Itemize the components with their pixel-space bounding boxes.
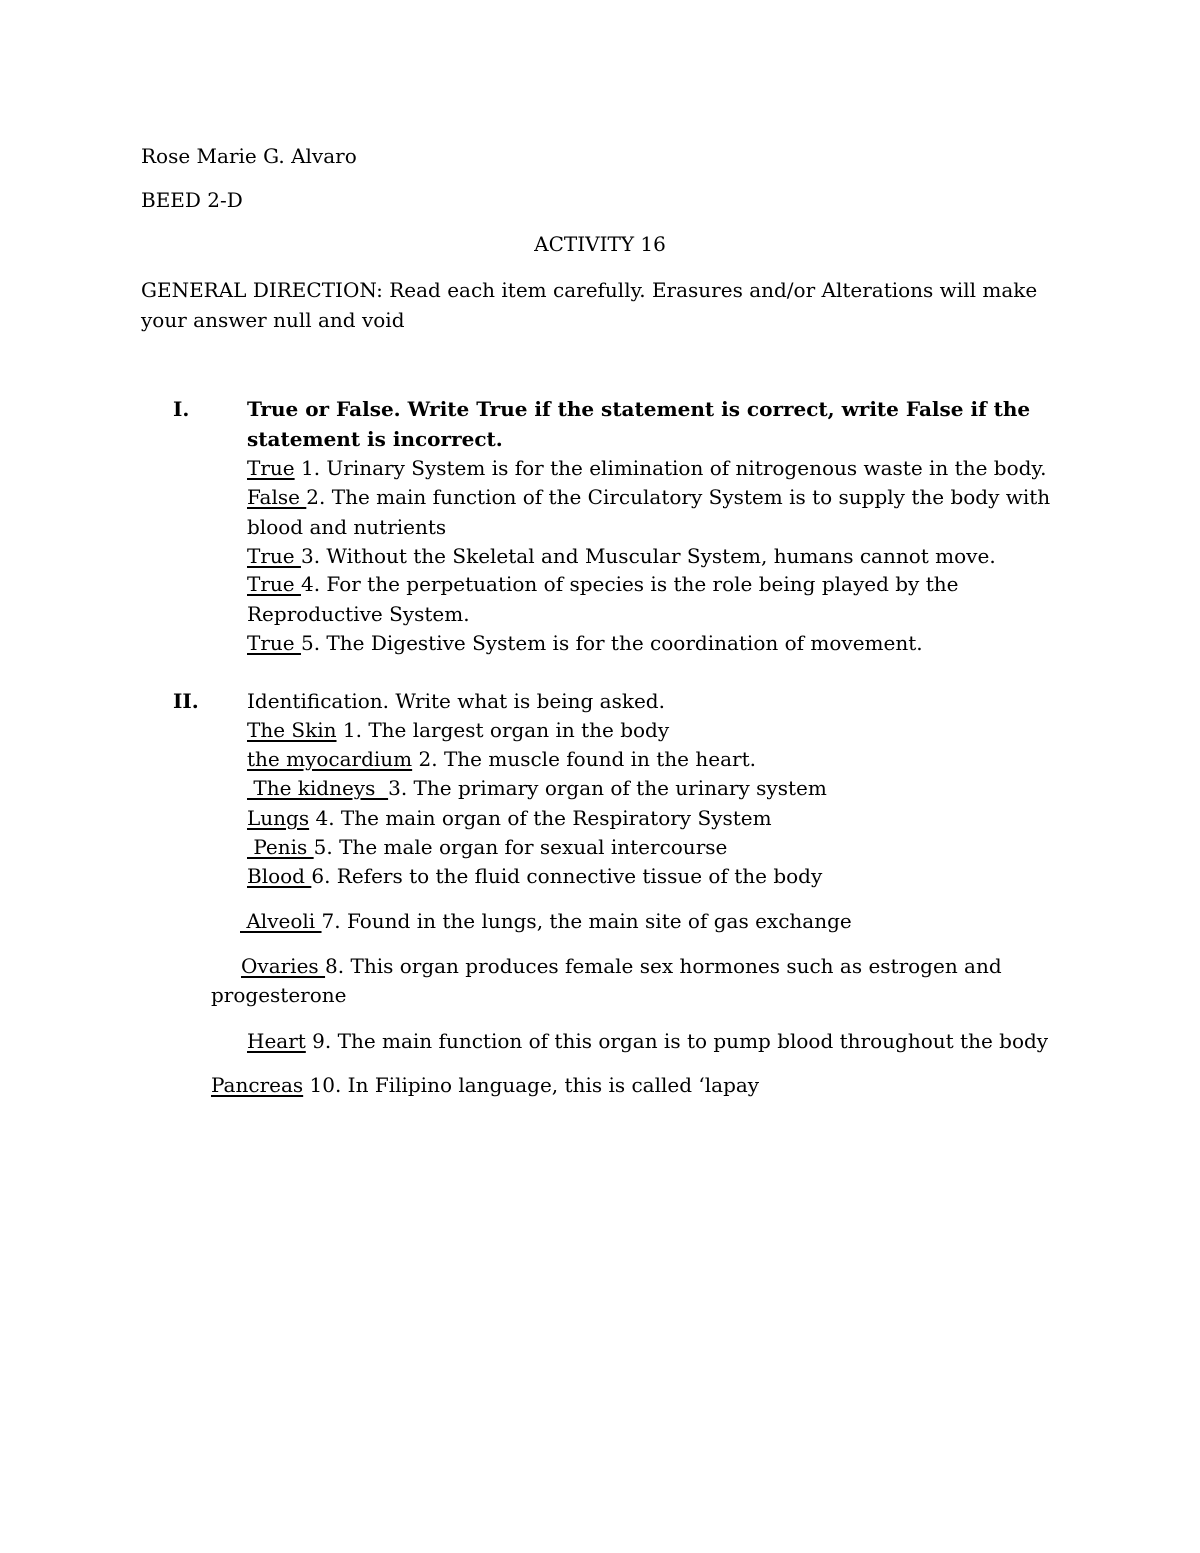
id-item-3 [247,774,827,804]
id-answer-1: The Skin [247,718,337,742]
general-direction: GENERAL DIRECTION: Read each item carefully. Erasures and/or Alterations will make your answer null and void [141,278,1038,332]
tf-text-5: 5. The Digestive System is for the coordination of movement. [300,631,923,655]
tf-answer-1: True [247,456,295,480]
tf-text-2: 2. The main function of the Circulatory System is to supply the body with blood and nutrients [247,485,1051,539]
tf-item-1 [247,454,1046,484]
id-text-5: 5. The male organ for sexual intercourse [313,835,728,859]
id-text-1: 1. The largest organ in the body [336,718,670,742]
id-answer-3: The kidneys [247,776,389,800]
tf-text-3: 3. Without the Skeletal and Muscular System, humans cannot move. [300,544,996,568]
tf-text-1: 1. Urinary System is for the elimination of nitrogenous waste in the body. [294,456,1047,480]
id-item-1 [247,716,669,746]
id-text-2: 2. The muscle found in the heart. [412,747,756,771]
id-text-3: 3. The primary organ of the urinary system [388,776,827,800]
id-text-6: 6. Refers to the fluid connective tissue of the body [311,864,823,888]
id-item-6 [247,862,822,892]
id-item-8-continuation: progesterone [211,983,347,1007]
section-label: BEED 2-D [141,188,243,212]
activity-title: ACTIVITY 16 [534,232,666,256]
id-text-4: 4. The main organ of the Respiratory System [309,806,772,830]
id-item-8 [241,952,1002,982]
id-answer-5: Penis [247,835,314,859]
section1-instruction: True or False. Write True if the statement is correct, write False if the statement is incorrect. [247,397,1031,451]
section2-instruction: Identification. Write what is being asked. [247,689,665,713]
id-answer-7: Alveoli [240,909,322,933]
tf-answer-5: True [247,631,301,655]
id-item-2 [247,745,756,775]
tf-item-2 [247,483,1077,542]
id-item-5 [247,833,727,863]
tf-item-5 [247,629,923,659]
student-name: Rose Marie G. Alvaro [141,144,357,168]
tf-answer-2: False [247,485,307,509]
tf-item-4 [247,570,1067,629]
id-item-7 [240,907,852,937]
id-answer-2: the myocardium [247,747,413,771]
tf-item-3 [247,542,996,572]
section1-numeral: I. [173,397,190,421]
id-answer-6: Blood [247,864,312,888]
id-answer-10: Pancreas [211,1073,304,1097]
tf-text-4: 4. For the perpetuation of species is the role being played by the Reproductive System. [247,572,959,626]
id-answer-4: Lungs [247,806,310,830]
id-text-7: 7. Found in the lungs, the main site of gas exchange [321,909,852,933]
tf-answer-3: True [247,544,301,568]
id-text-9: 9. The main function of this organ is to pump blood throughout the body [305,1029,1049,1053]
id-text-10: 10. In Filipino language, this is called ‘lapay [303,1073,760,1097]
section2-numeral: II. [173,689,199,713]
id-answer-8: Ovaries [241,954,326,978]
id-text-8: 8. This organ produces female sex hormones such as estrogen and [325,954,1002,978]
id-answer-9: Heart [247,1029,306,1053]
tf-answer-4: True [247,572,301,596]
id-item-4 [247,804,772,834]
id-item-10 [211,1071,759,1101]
id-item-9 [247,1027,1048,1057]
